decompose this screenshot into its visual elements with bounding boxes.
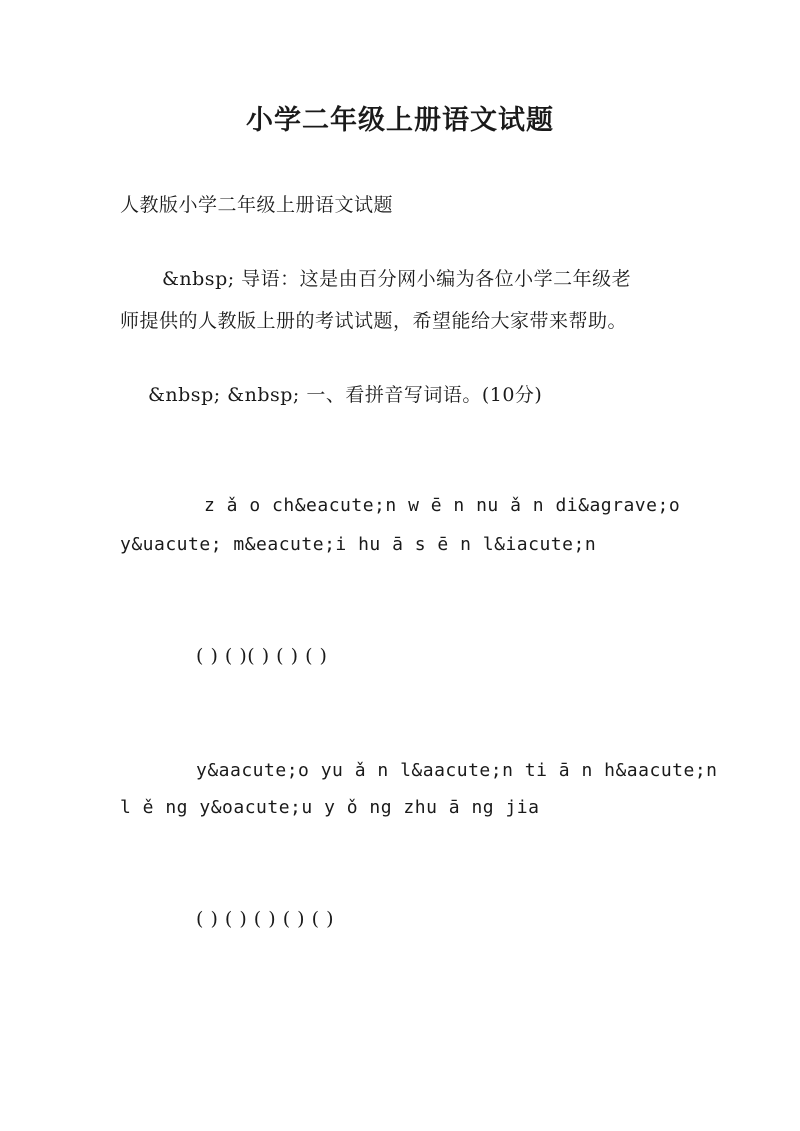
pinyin-row-1-line-2: y&uacute; m&eacute;i hu ā s ē n l&iacute;n (120, 534, 597, 555)
document-title: 小学二年级上册语文试题 (246, 105, 554, 136)
document-subtitle: 人教版小学二年级上册语文试题 (120, 194, 394, 216)
intro-line-1: &nbsp; 导语：这是由百分网小编为各位小学二年级老 (162, 268, 632, 290)
answer-blanks-row-2: ( ) ( ) ( ) ( ) ( ) (196, 908, 334, 930)
pinyin-row-1-line-1: z ǎ o ch&eacute;n w ē n nu ǎ n di&agrave;o (204, 495, 681, 516)
pinyin-row-2-line-1: y&aacute;o yu ǎ n l&aacute;n ti ā n h&aacute;n (196, 760, 718, 781)
intro-line-2: 师提供的人教版上册的考试试题，希望能给大家带来帮助。 (120, 310, 628, 332)
answer-blanks-row-1: ( ) ( )( ) ( ) ( ) (196, 645, 328, 667)
pinyin-row-2-line-2: l ě ng y&oacute;u y ǒ ng zhu ā ng jia (120, 797, 540, 818)
section-1-heading: &nbsp; &nbsp; 一、看拼音写词语。(10分) (148, 384, 543, 406)
